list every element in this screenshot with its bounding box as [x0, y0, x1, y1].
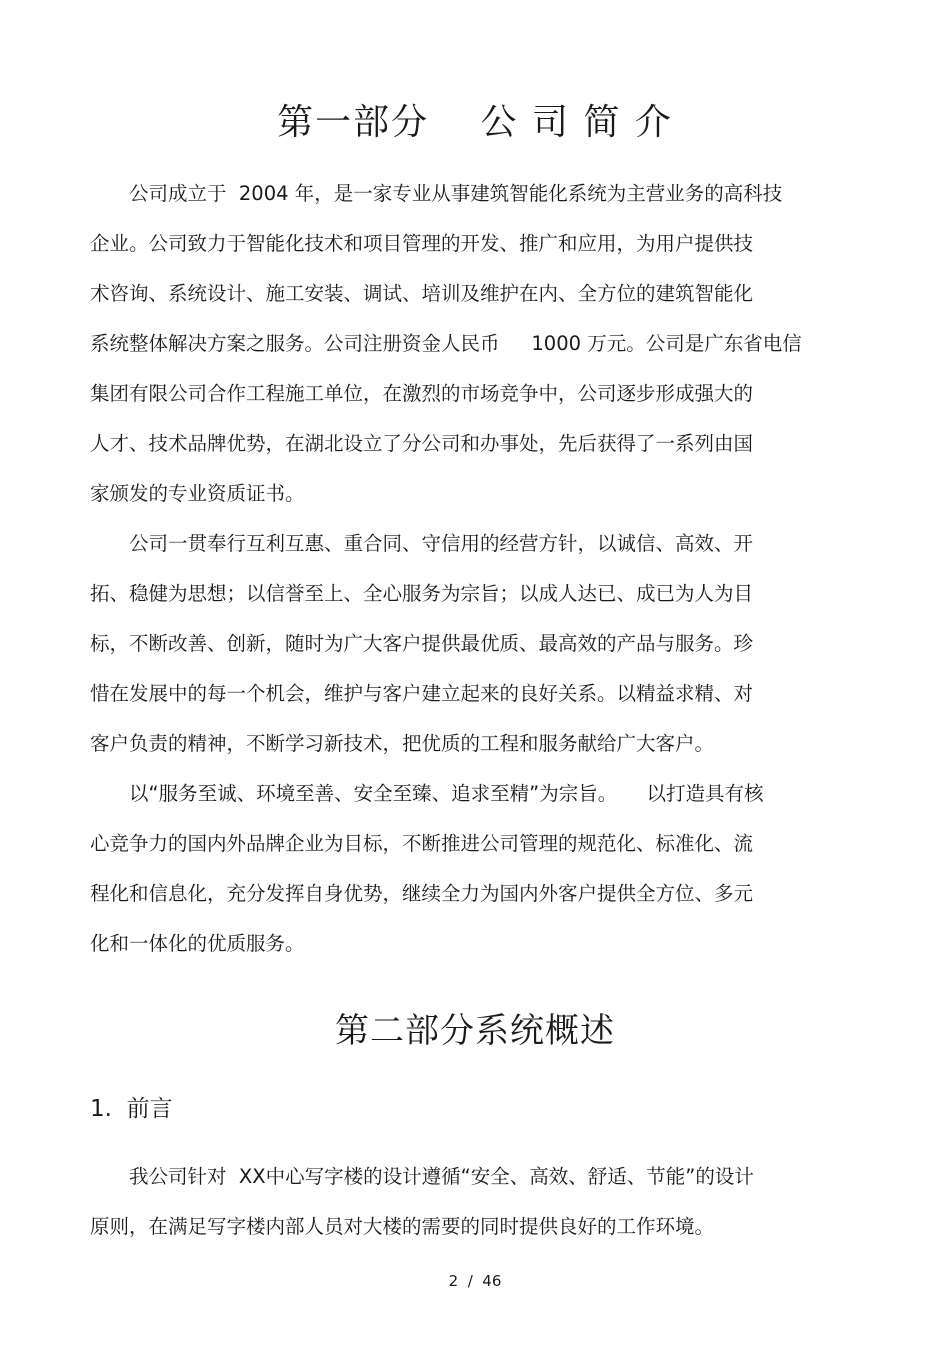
- paragraph-line: 术咨询、系统设计、施工安装、调试、培训及维护在内、全方位的建筑智能化: [90, 282, 754, 305]
- paragraph-line: 心竞争力的国内外品牌企业为目标，不断推进公司管理的规范化、标准化、流: [90, 832, 754, 855]
- paragraph-line: 企业。公司致力于智能化技术和项目管理的开发、推广和应用，为用户提供技: [90, 232, 754, 255]
- paragraph-line: 客户负责的精神，不断学习新技术，把优质的工程和服务献给广大客户。: [90, 732, 715, 755]
- intro-paragraph-3: [90, 769, 870, 969]
- section-1-title: 第一部分 公 司 简 介: [277, 102, 673, 143]
- subsection-heading: 1. 前言: [90, 1096, 173, 1122]
- section-2-title: 第二部分系统概述: [335, 1011, 615, 1051]
- paragraph-line: 公司成立于 2004 年，是一家专业从事建筑智能化系统为主营业务的高科技: [90, 182, 783, 205]
- intro-paragraph-1: [90, 169, 870, 519]
- paragraph-line: 拓、稳健为思想；以信誉至上、全心服务为宗旨；以成人达已、成已为人为目: [90, 582, 754, 605]
- paragraph-line: 系统整体解决方案之服务。公司注册资金人民币 1000 万元。公司是广东省电信: [90, 332, 802, 355]
- preface-paragraph: [90, 1152, 870, 1252]
- paragraph-line: 化和一体化的优质服务。: [90, 932, 305, 955]
- paragraph-line: 程化和信息化，充分发挥自身优势，继续全力为国内外客户提供全方位、多元: [90, 882, 754, 905]
- paragraph-line: 人才、技术品牌优势，在湖北设立了分公司和办事处，先后获得了一系列由国: [90, 432, 754, 455]
- intro-paragraph-2: [90, 519, 870, 769]
- paragraph-line: 以“服务至诚、环境至善、安全至臻、追求至精”为宗旨。 以打造具有核: [90, 782, 764, 805]
- paragraph-line: 集团有限公司合作工程施工单位，在激烈的市场竞争中，公司逐步形成强大的: [90, 382, 754, 405]
- paragraph-line: 惜在发展中的每一个机会，维护与客户建立起来的良好关系。以精益求精、对: [90, 682, 754, 705]
- paragraph-line: 标，不断改善、创新，随时为广大客户提供最优质、最高效的产品与服务。珍: [90, 632, 754, 655]
- paragraph-line: 我公司针对 XX中心写字楼的设计遵循“安全、高效、舒适、节能”的设计: [90, 1165, 754, 1188]
- paragraph-line: 原则，在满足写字楼内部人员对大楼的需要的同时提供良好的工作环境。: [90, 1215, 715, 1238]
- page-number: 2 / 46: [448, 1272, 502, 1290]
- paragraph-line: 家颁发的专业资质证书。: [90, 482, 305, 505]
- paragraph-line: 公司一贯奉行互利互惠、重合同、守信用的经营方针，以诚信、高效、开: [90, 532, 754, 555]
